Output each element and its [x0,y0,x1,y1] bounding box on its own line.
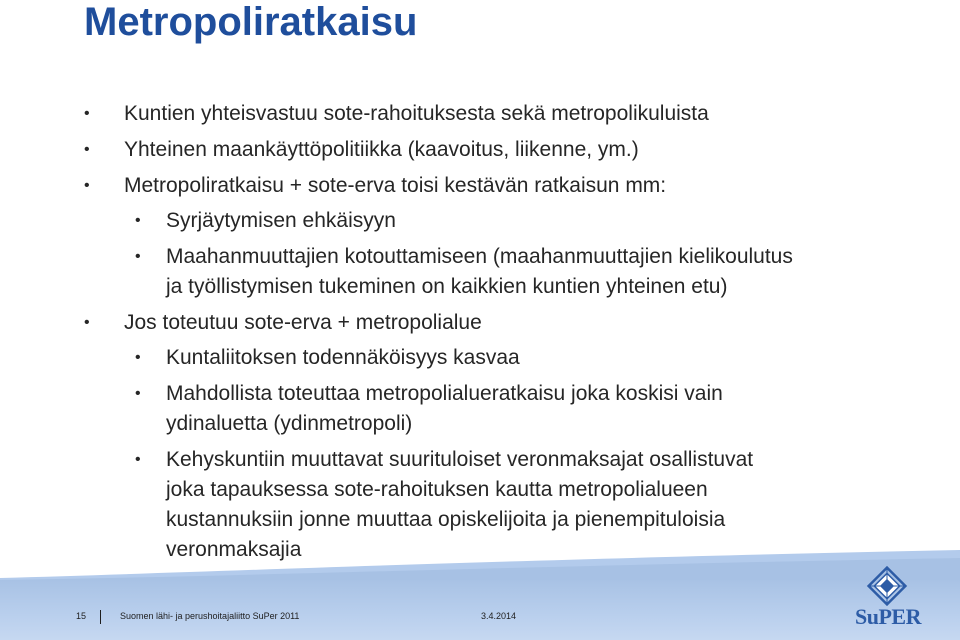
bullet-item [135,206,396,236]
bullet-text: ja työllistymisen tukeminen on kaikkien kuntien yhteinen etu) [166,275,728,298]
bullet-dot-icon: • [135,248,141,265]
bullet-text: Kuntien yhteisvastuu sote-rahoituksesta sekä metropolikuluista [124,102,709,125]
bullet-dot-icon: • [135,451,141,468]
bullet-item [135,379,723,409]
bullet-text: Syrjäytymisen ehkäisyyn [166,209,396,232]
bullet-continuation [166,272,727,302]
bullet-item [135,445,754,475]
bullet-text: Kehyskuntiin muuttavat suurituloiset veronmaksajat osallistuvat [166,448,754,471]
bullet-dot-icon: • [135,349,141,366]
bullet-item [135,343,520,373]
bullet-text: Kuntaliitoksen todennäköisyys kasvaa [166,346,520,369]
bullet-dot-icon: • [135,212,141,229]
super-diamond-logo-icon [852,566,922,606]
bullet-item [84,308,482,338]
bullet-item [84,135,639,165]
bullet-text: ydinaluetta (ydinmetropoli) [166,412,413,435]
bullet-text: Yhteinen maankäyttöpolitiikka (kaavoitus, liikenne, ym.) [124,138,639,161]
bullet-dot-icon: • [135,385,141,402]
footer-bar [0,578,960,640]
bullet-dot-icon: • [84,177,90,194]
footer-date: 3.4.2014 [481,611,517,621]
footer-organization: Suomen lähi- ja perushoitajaliitto SuPer 2011 [120,611,300,621]
footer-wave-decoration [0,550,960,580]
footer-separator [100,610,101,624]
bullet-item [84,99,709,129]
bullet-dot-icon: • [84,105,90,122]
bullet-item [135,242,793,272]
bullet-text: Maahanmuuttajien kotouttamiseen (maahanmuuttajien kielikoulutus [166,245,793,268]
bullet-dot-icon: • [84,141,90,158]
bullet-continuation [166,505,725,535]
bullet-text: Jos toteutuu sote-erva + metropolialue [124,311,482,334]
bullet-text: Metropoliratkaisu + sote-erva toisi kestävän ratkaisun mm: [124,174,667,197]
bullet-continuation [166,409,412,439]
bullet-item [84,171,667,201]
bullet-text: Mahdollista toteuttaa metropolialueratkaisu joka koskisi vain [166,382,723,405]
bullet-text: joka tapauksessa sote-rahoituksen kautta metropolialueen [166,478,708,501]
bullet-dot-icon: • [84,314,90,331]
slide-title: Metropoliratkaisu [84,0,418,44]
bullet-text: kustannuksiin jonne muuttaa opiskelijoita ja pienempituloisia [166,508,726,531]
page-number: 15 [76,611,87,621]
super-logo-text: SuPER [855,604,921,629]
bullet-continuation [166,475,708,505]
bullet-text: veronmaksajia [166,538,302,561]
